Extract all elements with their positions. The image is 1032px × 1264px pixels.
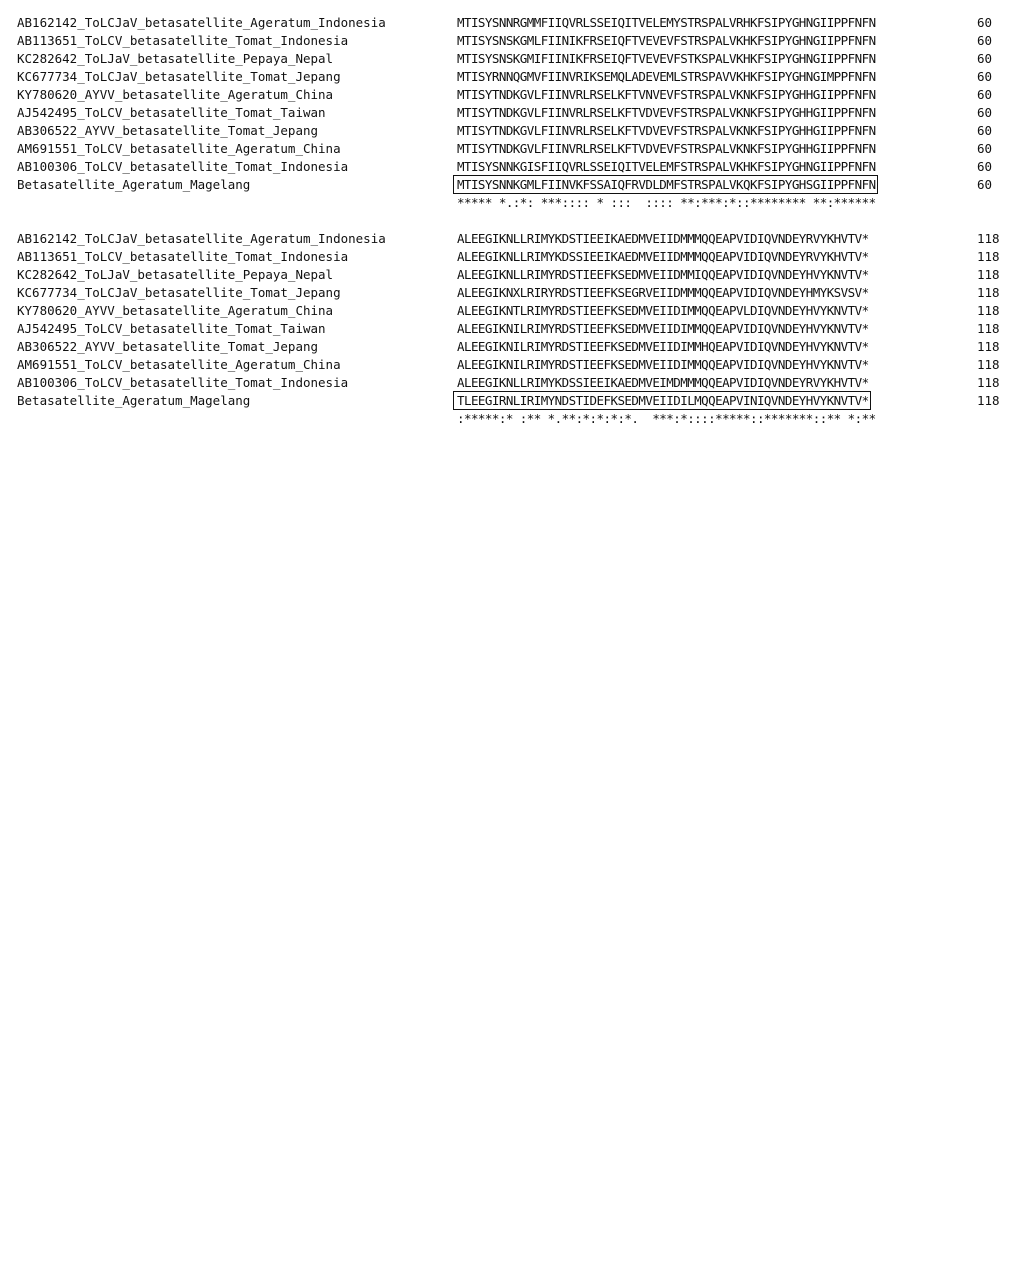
sequence-name: AB306522_AYVV_betasatellite_Tomat_Jepang	[17, 123, 319, 138]
alignment-row	[0, 68, 993, 86]
sequence-position: 60	[977, 15, 993, 30]
sequence-residues: ALEEGIKNILRIMYRDSTIEEFKSEDMVEIIDIMMQQEAPVIDIQVNDEYHVYKNVTV*	[457, 357, 869, 372]
sequence-residues: MTISYTNDKGVLFIINVRLRSELKFTVDVEVFSTRSPALVKNKFSIPYGHHGIIPPFNFN	[457, 123, 876, 138]
sequence-position: 60	[977, 69, 993, 84]
sequence-name: AB162142_ToLCJaV_betasatellite_Ageratum_Indonesia	[17, 231, 386, 246]
sequence-residues: MTISYSNNRGMMFIIQVRLSSEIQITVELEMYSTRSPALVRHKFSIPYGHNGIIPPFNFN	[457, 15, 876, 30]
sequence-residues: ALEEGIKNXLRIRYRDSTIEEFKSEGRVEIIDMMMQQEAPVIDIQVNDEYHMYKSVSV*	[457, 285, 869, 300]
sequence-position: 118	[977, 357, 1000, 372]
sequence-position: 118	[977, 339, 1000, 354]
sequence-position: 60	[977, 33, 993, 48]
sequence-name: KC677734_ToLCJaV_betasatellite_Tomat_Jepang	[17, 285, 341, 300]
sequence-residues: MTISYRNNQGMVFIINVRIKSEMQLADEVEMLSTRSPAVVKHKFSIPYGHNGIMPPFNFN	[457, 69, 876, 84]
highlighted-sequence-box: TLEEGIRNLIRIMYNDSTIDEFKSEDMVEIIDILMQQEAPVINIQVNDEYHVYKNVTV*	[453, 391, 871, 410]
alignment-row	[0, 374, 1000, 392]
highlighted-sequence-box: MTISYSNNKGMLFIINVKFSSAIQFRVDLDMFSTRSPALVKQKFSIPYGHSGIIPPFNFN	[453, 175, 878, 194]
sequence-residues: ALEEGIKNILRIMYRDSTIEEFKSEDMVEIIDIMMQQEAPVIDIQVNDEYHVYKNVTV*	[457, 321, 869, 336]
sequence-name: AM691551_ToLCV_betasatellite_Ageratum_China	[17, 357, 341, 372]
alignment-row-highlighted	[0, 176, 993, 194]
alignment-row	[0, 284, 1000, 302]
sequence-residues: ALEEGIKNLLRIMYKDSTIEEIKAEDMVEIIDMMMQQEAPVIDIQVNDEYRVYKHVTV*	[457, 231, 869, 246]
sequence-name: KC282642_ToLJaV_betasatellite_Pepaya_Nepal	[17, 267, 334, 282]
sequence-position: 118	[977, 285, 1000, 300]
sequence-name: KY780620_AYVV_betasatellite_Ageratum_China	[17, 87, 334, 102]
alignment-row	[0, 266, 1000, 284]
sequence-name: Betasatellite_Ageratum_Magelang	[17, 177, 251, 192]
alignment-row	[0, 356, 1000, 374]
sequence-name: Betasatellite_Ageratum_Magelang	[17, 393, 251, 408]
sequence-residues: MTISYSNSKGMIFIINIKFRSEIQFTVEVEVFSTKSPALVKHKFSIPYGHNGIIPPFNFN	[457, 51, 876, 66]
sequence-residues: MTISYTNDKGVLFIINVRLRSELKFTVDVEVFSTRSPALVKNKFSIPYGHHGIIPPFNFN	[457, 141, 876, 156]
sequence-position: 118	[977, 303, 1000, 318]
sequence-name: KY780620_AYVV_betasatellite_Ageratum_China	[17, 303, 334, 318]
alignment-row	[0, 86, 993, 104]
sequence-name: KC282642_ToLJaV_betasatellite_Pepaya_Nepal	[17, 51, 334, 66]
consensus-line: :*****:* :** *.**:*:*:*:*. ***:*::::*****::*******::** *:**	[457, 411, 876, 426]
sequence-residues: ALEEGIKNLLRIMYKDSSIEEIKAEDMVEIMDMMMQQEAPVIDIQVNDEYRVYKHVTV*	[457, 375, 869, 390]
sequence-position: 118	[977, 375, 1000, 390]
sequence-name: AB100306_ToLCV_betasatellite_Tomat_Indonesia	[17, 375, 349, 390]
sequence-name: AJ542495_ToLCV_betasatellite_Tomat_Taiwan	[17, 321, 326, 336]
alignment-row	[0, 50, 993, 68]
sequence-name: AB162142_ToLCJaV_betasatellite_Ageratum_Indonesia	[17, 15, 386, 30]
sequence-residues: MTISYTNDKGVLFIINVRLRSELKFTVNVEVFSTRSPALVKNKFSIPYGHHGIIPPFNFN	[457, 87, 876, 102]
sequence-position: 118	[977, 321, 1000, 336]
sequence-residues: MTISYSNNKGISFIIQVRLSSEIQITVELEMFSTRSPALVKHKFSIPYGHNGIIPPFNFN	[457, 159, 876, 174]
sequence-residues: ALEEGIKNILRIMYRDSTIEEFKSEDMVEIIDIMMHQEAPVIDIQVNDEYHVYKNVTV*	[457, 339, 869, 354]
sequence-name: AB113651_ToLCV_betasatellite_Tomat_Indonesia	[17, 249, 349, 264]
sequence-residues: MTISYSNSKGMLFIINIKFRSEIQFTVEVEVFSTRSPALVKHKFSIPYGHNGIIPPFNFN	[457, 33, 876, 48]
sequence-name: AB113651_ToLCV_betasatellite_Tomat_Indonesia	[17, 33, 349, 48]
sequence-residues: ALEEGIKNLLRIMYKDSSIEEIKAEDMVEIIDMMMQQEAPVIDIQVNDEYRVYKHVTV*	[457, 249, 869, 264]
alignment-row	[0, 320, 1000, 338]
sequence-position: 60	[977, 51, 993, 66]
sequence-position: 118	[977, 231, 1000, 246]
alignment-row	[0, 14, 993, 32]
sequence-residues: ALEEGIKNLLRIMYRDSTIEEFKSEDMVEIIDMMIQQEAPVIDIQVNDEYHVYKNVTV*	[457, 267, 869, 282]
alignment-row	[0, 140, 993, 158]
sequence-name: AJ542495_ToLCV_betasatellite_Tomat_Taiwan	[17, 105, 326, 120]
alignment-row	[0, 122, 993, 140]
sequence-position: 118	[977, 267, 1000, 282]
alignment-row	[0, 158, 993, 176]
alignment-row	[0, 32, 993, 50]
sequence-position: 60	[977, 87, 993, 102]
alignment-row	[0, 302, 1000, 320]
sequence-position: 60	[977, 141, 993, 156]
sequence-name: AB306522_AYVV_betasatellite_Tomat_Jepang	[17, 339, 319, 354]
alignment-row	[0, 104, 993, 122]
alignment-row	[0, 248, 1000, 266]
sequence-position: 118	[977, 393, 1000, 408]
sequence-position: 118	[977, 249, 1000, 264]
sequence-position: 60	[977, 177, 993, 192]
alignment-row	[0, 230, 1000, 248]
sequence-name: KC677734_ToLCJaV_betasatellite_Tomat_Jepang	[17, 69, 341, 84]
sequence-position: 60	[977, 123, 993, 138]
alignment-row	[0, 338, 1000, 356]
sequence-name: AB100306_ToLCV_betasatellite_Tomat_Indonesia	[17, 159, 349, 174]
alignment-row-highlighted	[0, 392, 1000, 410]
consensus-line: ***** *.:*: ***:::: * ::: :::: **:***:*::******** **:******	[457, 195, 876, 210]
sequence-name: AM691551_ToLCV_betasatellite_Ageratum_China	[17, 141, 341, 156]
sequence-residues: MTISYTNDKGVLFIINVRLRSELKFTVDVEVFSTRSPALVKNKFSIPYGHHGIIPPFNFN	[457, 105, 876, 120]
sequence-position: 60	[977, 105, 993, 120]
sequence-residues: ALEEGIKNTLRIMYRDSTIEEFKSEDMVEIIDIMMQQEAPVLDIQVNDEYHVYKNVTV*	[457, 303, 869, 318]
sequence-position: 60	[977, 159, 993, 174]
